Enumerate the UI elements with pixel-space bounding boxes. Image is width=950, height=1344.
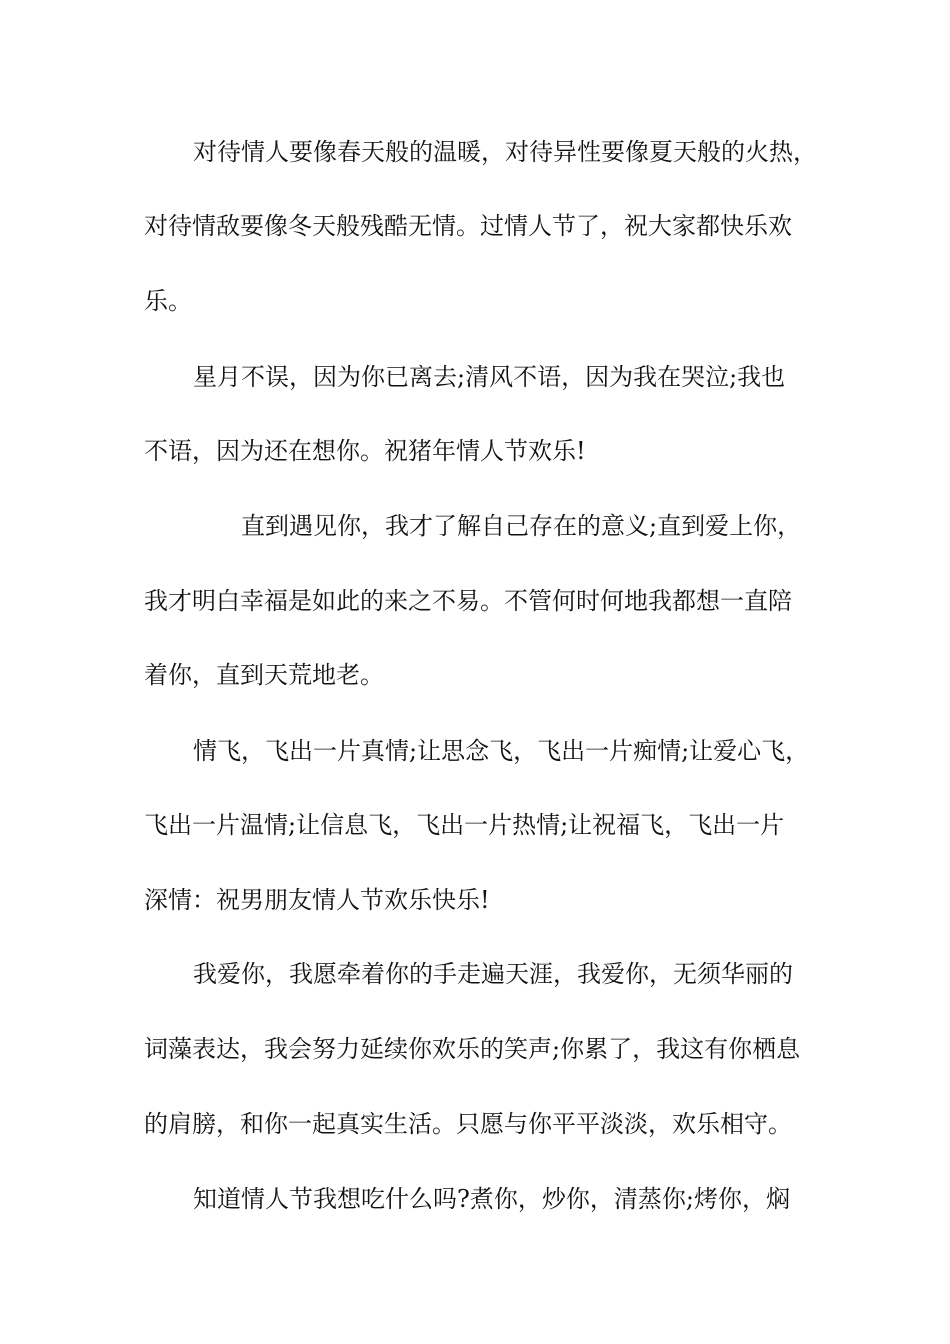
paragraph-1-line-3: 乐。 bbox=[144, 287, 192, 315]
paragraph-5-line-2: 词藻表达，我会努力延续你欢乐的笑声;你累了，我这有你栖息 bbox=[144, 1035, 801, 1063]
paragraph-6-line-1: 知道情人节我想吃什么吗?煮你，炒你，清蒸你;烤你，焖 bbox=[193, 1185, 790, 1213]
paragraph-4-line-3: 深情：祝男朋友情人节欢乐快乐! bbox=[144, 886, 490, 914]
paragraph-5-line-3: 的肩膀，和你一起真实生活。只愿与你平平淡淡，欢乐相守。 bbox=[144, 1110, 792, 1138]
paragraph-1-line-1: 对待情人要像春天般的温暖，对待异性要像夏天般的火热， bbox=[193, 138, 817, 166]
paragraph-4-line-1: 情飞，飞出一片真情;让思念飞，飞出一片痴情;让爱心飞， bbox=[193, 737, 810, 765]
paragraph-1-line-2: 对待情敌要像冬天般残酷无情。过情人节了，祝大家都快乐欢 bbox=[144, 212, 792, 240]
paragraph-3-line-2: 我才明白幸福是如此的来之不易。不管何时何地我都想一直陪 bbox=[144, 587, 792, 615]
paragraph-2-line-2: 不语，因为还在想你。祝猪年情人节欢乐! bbox=[144, 437, 586, 465]
paragraph-3-line-3: 着你，直到天荒地老。 bbox=[144, 661, 384, 689]
paragraph-3-line-1: 直到遇见你，我才了解自己存在的意义;直到爱上你， bbox=[241, 512, 802, 540]
paragraph-2-line-1: 星月不误，因为你已离去;清风不语，因为我在哭泣;我也 bbox=[193, 363, 786, 391]
paragraph-4-line-2: 飞出一片温情;让信息飞，飞出一片热情;让祝福飞，飞出一片 bbox=[144, 811, 785, 839]
paragraph-5-line-1: 我爱你，我愿牵着你的手走遍天涯，我爱你，无须华丽的 bbox=[193, 960, 793, 988]
